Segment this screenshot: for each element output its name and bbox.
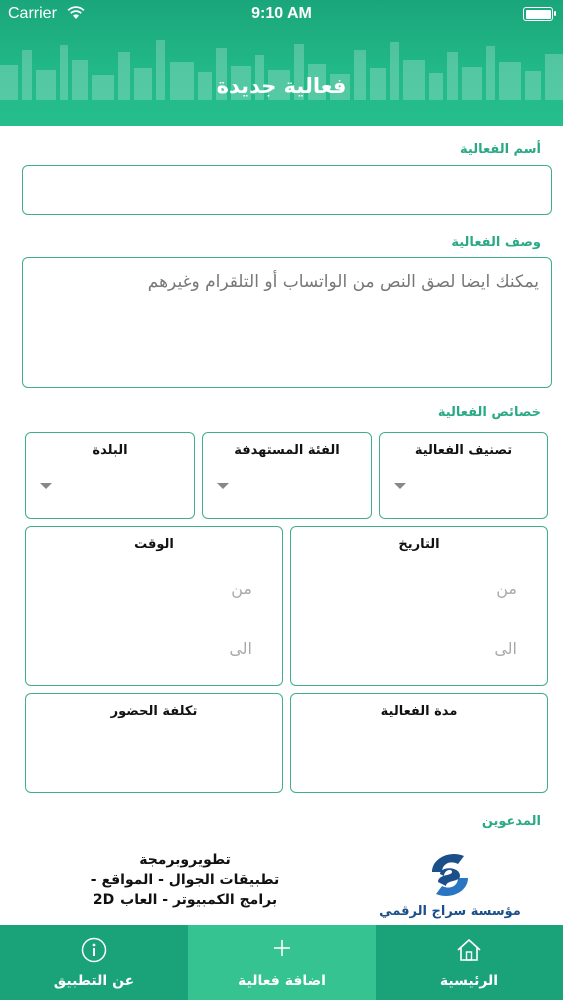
city-label: البلدة (92, 443, 128, 458)
date-to-field[interactable]: الى (494, 639, 517, 658)
date-picker[interactable] (290, 526, 548, 686)
status-bar (0, 0, 563, 30)
app-header (0, 0, 563, 126)
home-icon (455, 937, 483, 963)
developer-logo (360, 848, 540, 923)
banner-line-2: تطبيقات الجوال - المواقع - (90, 872, 280, 888)
audience-dropdown[interactable] (202, 432, 372, 519)
category-dropdown[interactable] (379, 432, 548, 519)
plus-icon (271, 937, 293, 959)
description-placeholder: يمكنك ايضا لصق النص من الواتساب أو التلقرام وغيرهم (147, 272, 539, 292)
category-label: تصنيف الفعالية (414, 443, 513, 458)
tab-bar (0, 925, 563, 1000)
event-name-label: أسم الفعالية (460, 142, 541, 157)
tab-add-event-label: اضافة فعالية (238, 973, 326, 989)
tab-home-label: الرئيسية (439, 973, 499, 989)
invitees-label: المدعوين (481, 814, 541, 829)
cost-label: تكلفة الحضور (110, 704, 198, 719)
event-description-label: وصف الفعالية (451, 235, 541, 250)
tab-about[interactable] (0, 925, 188, 1000)
event-properties-label: خصائص الفعالية (437, 405, 541, 420)
status-time: 9:10 AM (251, 5, 312, 22)
developer-banner (50, 850, 320, 910)
battery-icon (523, 7, 553, 21)
time-from-field[interactable]: من (231, 579, 252, 598)
chevron-down-icon (394, 483, 406, 489)
duration-field[interactable] (290, 693, 548, 793)
audience-label: الفئة المستهدفة (234, 443, 340, 458)
city-dropdown[interactable] (25, 432, 195, 519)
tab-add-event[interactable] (188, 925, 376, 1000)
tab-about-label: عن التطبيق (53, 973, 135, 989)
tab-home[interactable] (375, 925, 563, 1000)
carrier-label: Carrier (8, 5, 57, 22)
logo-emblem-icon (360, 848, 540, 904)
cost-field[interactable] (25, 693, 283, 793)
chevron-down-icon (217, 483, 229, 489)
event-description-textarea[interactable] (22, 257, 552, 388)
time-to-field[interactable]: الى (229, 639, 252, 658)
page-title: فعالية جديدة (216, 74, 347, 98)
chevron-down-icon (40, 483, 52, 489)
event-name-input[interactable] (22, 165, 552, 215)
time-picker[interactable] (25, 526, 283, 686)
date-from-field[interactable]: من (496, 579, 517, 598)
logo-name: مؤسسة سراج الرقمي (379, 904, 521, 919)
time-label: الوقت (134, 537, 174, 552)
info-icon (81, 937, 107, 963)
date-label: التاريخ (398, 537, 440, 552)
banner-line-1: تطويروبرمجة (139, 852, 231, 868)
banner-line-3: برامج الكمبيوتر - العاب 2D (92, 892, 278, 908)
duration-label: مدة الفعالية (380, 704, 458, 719)
